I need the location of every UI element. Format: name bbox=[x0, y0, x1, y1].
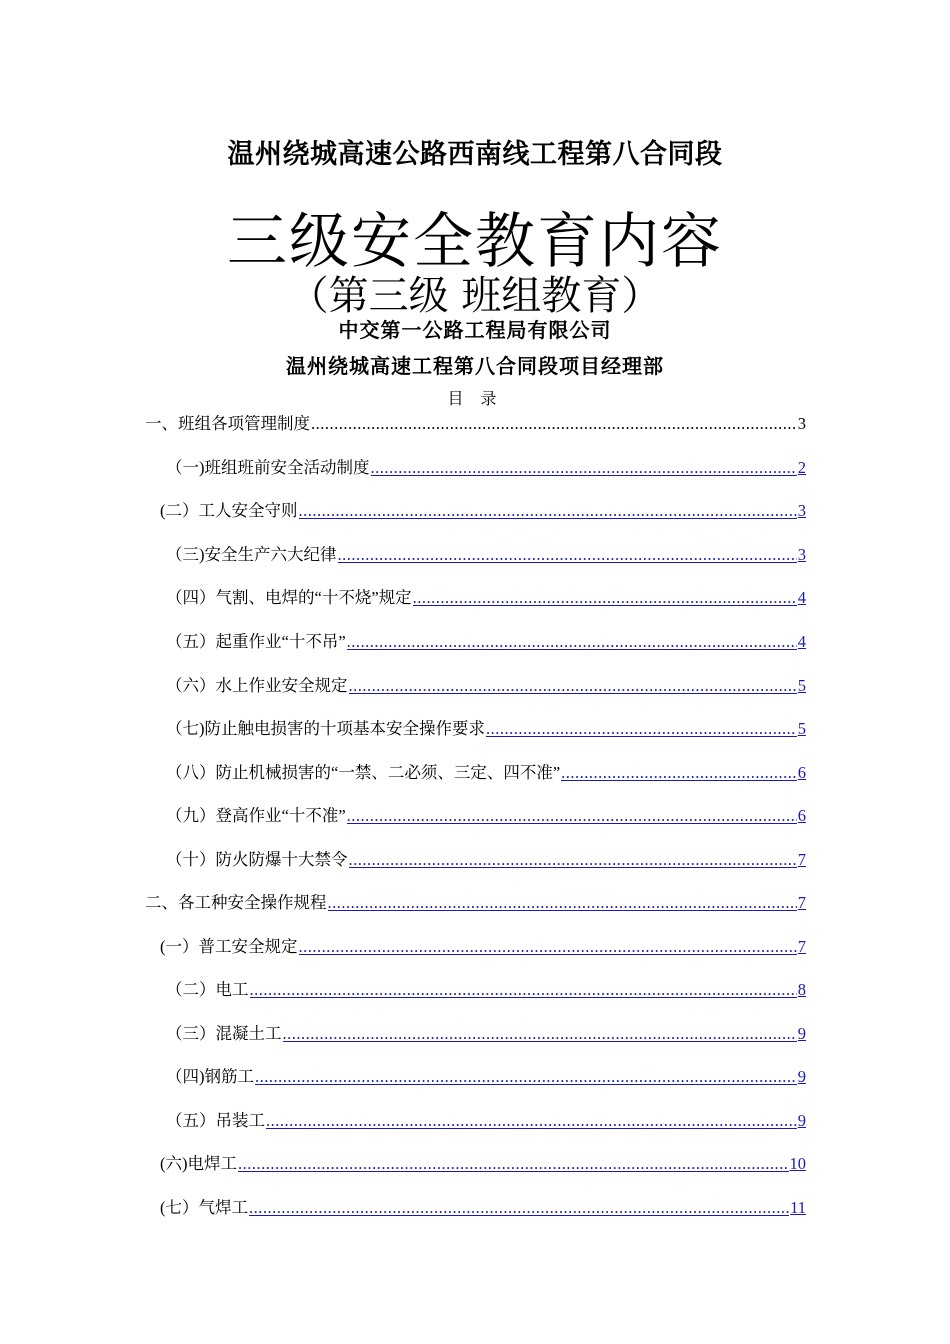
toc-entry[interactable] bbox=[145, 889, 806, 913]
toc-leader[interactable] bbox=[347, 634, 797, 650]
toc-entry[interactable] bbox=[166, 541, 806, 565]
toc-page-number[interactable]: 4 bbox=[797, 632, 806, 651]
toc-entry[interactable] bbox=[166, 628, 806, 652]
toc-entry[interactable] bbox=[166, 759, 806, 783]
toc-entry[interactable] bbox=[160, 497, 806, 521]
toc-leader[interactable] bbox=[255, 1069, 797, 1085]
toc-leader[interactable] bbox=[349, 678, 797, 694]
toc-page-number[interactable]: 7 bbox=[797, 937, 806, 956]
toc-page-number[interactable]: 7 bbox=[797, 893, 806, 912]
toc-page-number[interactable]: 4 bbox=[797, 588, 806, 607]
toc-leader[interactable] bbox=[328, 895, 797, 911]
toc-page-number[interactable]: 6 bbox=[797, 806, 806, 825]
toc-entry[interactable] bbox=[166, 672, 806, 696]
company-name: 中交第一公路工程局有限公司 bbox=[338, 318, 612, 342]
toc-leader[interactable] bbox=[250, 982, 797, 998]
toc-entry-label: 二、各工种安全操作规程 bbox=[145, 893, 327, 912]
toc-leader[interactable] bbox=[349, 852, 797, 868]
toc-entry-label: (一）普工安全规定 bbox=[160, 937, 298, 956]
toc-entry[interactable] bbox=[166, 1020, 806, 1044]
toc-entry[interactable] bbox=[145, 410, 806, 434]
toc-entry-label: （四)钢筋工 bbox=[166, 1067, 254, 1086]
toc-entry-label: (六)电焊工 bbox=[160, 1154, 237, 1173]
project-title: 温州绕城高速公路西南线工程第八合同段 bbox=[227, 139, 723, 170]
toc-entry-label: （二）电工 bbox=[166, 980, 249, 999]
toc-entry-label: （四）气割、电焊的“十不烧”规定 bbox=[166, 588, 412, 607]
toc-entry-label: （九）登高作业“十不准” bbox=[166, 806, 346, 825]
toc-entry-label: （三）混凝土工 bbox=[166, 1024, 282, 1043]
toc-entry[interactable] bbox=[160, 933, 806, 957]
toc-entry-label: (二）工人安全守则 bbox=[160, 501, 298, 520]
toc-entry[interactable] bbox=[166, 1107, 806, 1131]
toc-page-number[interactable]: 2 bbox=[797, 458, 806, 477]
toc-entry-label: （七)防止触电损害的十项基本安全操作要求 bbox=[166, 719, 485, 738]
toc-page-number[interactable]: 5 bbox=[797, 676, 806, 695]
toc-leader[interactable] bbox=[371, 460, 797, 476]
toc-entry[interactable] bbox=[166, 454, 806, 478]
toc-entry[interactable] bbox=[166, 1063, 806, 1087]
toc-entry[interactable] bbox=[166, 846, 806, 870]
department-name: 温州绕城高速工程第八合同段项目经理部 bbox=[286, 354, 664, 378]
toc-entry-label: (七）气焊工 bbox=[160, 1198, 248, 1217]
toc-entry-label: （三)安全生产六大纪律 bbox=[166, 545, 337, 564]
toc-page-number[interactable]: 10 bbox=[789, 1154, 806, 1173]
toc-page-number: 3 bbox=[797, 414, 806, 433]
toc-page-number[interactable]: 9 bbox=[797, 1067, 806, 1086]
toc-leader[interactable] bbox=[238, 1156, 789, 1172]
toc-page-number[interactable]: 8 bbox=[797, 980, 806, 999]
toc-leader[interactable] bbox=[338, 547, 797, 563]
toc-page-number[interactable]: 5 bbox=[797, 719, 806, 738]
main-title: 三级安全教育内容 bbox=[227, 207, 723, 277]
toc-leader[interactable] bbox=[266, 1113, 797, 1129]
toc-leader[interactable] bbox=[413, 590, 797, 606]
toc-heading: 目 录 bbox=[447, 389, 503, 408]
toc-entry[interactable] bbox=[166, 715, 806, 739]
toc-leader[interactable] bbox=[299, 939, 797, 955]
toc-leader[interactable] bbox=[486, 721, 797, 737]
toc-page-number[interactable]: 11 bbox=[790, 1198, 806, 1217]
toc-entry-label: （八）防止机械损害的“一禁、二必须、三定、四不准” bbox=[166, 763, 561, 782]
toc-leader[interactable] bbox=[347, 808, 797, 824]
toc-leader bbox=[311, 414, 797, 434]
toc-entry-label: （六）水上作业安全规定 bbox=[166, 676, 348, 695]
toc-page-number[interactable]: 7 bbox=[797, 850, 806, 869]
toc-page-number[interactable]: 3 bbox=[797, 545, 806, 564]
toc-entry[interactable] bbox=[166, 976, 806, 1000]
toc-entry-label: （一)班组班前安全活动制度 bbox=[166, 458, 370, 477]
toc-entry-label: （五）起重作业“十不吊” bbox=[166, 632, 346, 651]
toc-leader[interactable] bbox=[283, 1026, 797, 1042]
toc-leader[interactable] bbox=[299, 503, 797, 519]
toc-page-number[interactable]: 9 bbox=[797, 1024, 806, 1043]
toc-leader[interactable] bbox=[561, 765, 797, 781]
toc-leader[interactable] bbox=[249, 1200, 789, 1216]
toc-entry[interactable] bbox=[160, 1194, 806, 1218]
toc-entry[interactable] bbox=[166, 584, 806, 608]
toc-entry[interactable] bbox=[166, 802, 806, 826]
toc-page-number[interactable]: 3 bbox=[797, 501, 806, 520]
toc-entry-label: （十）防火防爆十大禁令 bbox=[166, 850, 348, 869]
toc-page-number[interactable]: 6 bbox=[797, 763, 806, 782]
toc-entry-label: （五）吊装工 bbox=[166, 1111, 265, 1130]
toc-page-number[interactable]: 9 bbox=[797, 1111, 806, 1130]
subtitle: （第三级 班组教育） bbox=[288, 273, 662, 319]
toc-entry[interactable] bbox=[160, 1150, 806, 1174]
toc-entry-label: 一、班组各项管理制度 bbox=[145, 414, 310, 433]
